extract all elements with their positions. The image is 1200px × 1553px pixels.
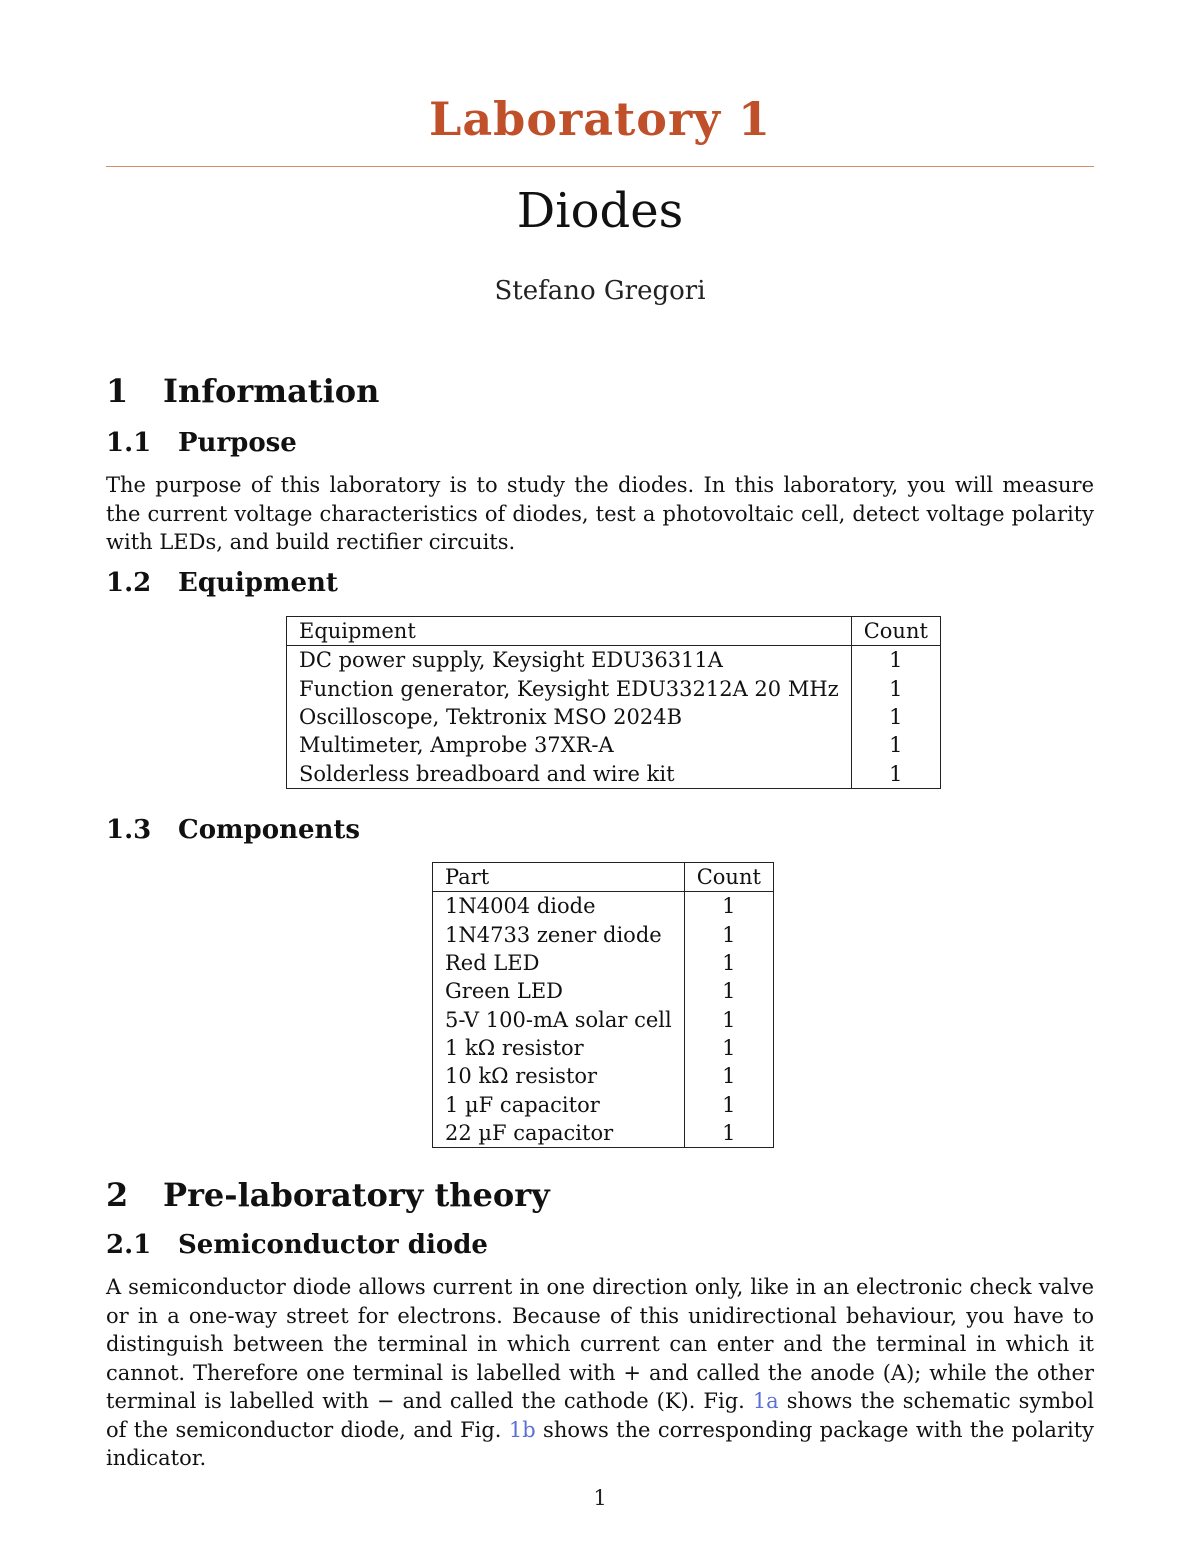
title-rule	[106, 166, 1094, 167]
table-row	[433, 1090, 774, 1118]
part-count: 1	[684, 1119, 773, 1148]
subsection-number: 1.3	[106, 815, 152, 845]
part-name: Green LED	[433, 977, 685, 1005]
semiconductor-diode-paragraph	[106, 1273, 1094, 1473]
table-row	[287, 675, 941, 703]
equipment-count: 1	[851, 675, 940, 703]
paragraph-text: shows the corresponding package with the polarity indicator.	[106, 1417, 1094, 1470]
author-name: Stefano Gregori	[494, 276, 706, 306]
figure-ref-link[interactable]: 1b	[508, 1417, 536, 1442]
section-heading-pre-laboratory-theory	[106, 1176, 550, 1214]
table-row	[433, 1062, 774, 1090]
equipment-count: 1	[851, 759, 940, 788]
table-header-row	[287, 617, 941, 646]
equipment-table	[286, 616, 941, 789]
part-count: 1	[684, 921, 773, 949]
equipment-name: DC power supply, Keysight EDU36311A	[287, 646, 852, 675]
part-name: 1N4004 diode	[433, 892, 685, 921]
equipment-name: Solderless breadboard and wire kit	[287, 759, 852, 788]
part-count: 1	[684, 1062, 773, 1090]
part-count: 1	[684, 892, 773, 921]
section-title: Information	[163, 372, 380, 410]
subsection-title: Purpose	[178, 428, 297, 458]
equipment-name: Multimeter, Amprobe 37XR-A	[287, 731, 852, 759]
table-row	[287, 646, 941, 675]
equipment-count: 1	[851, 731, 940, 759]
table-row	[287, 731, 941, 759]
subsection-title: Equipment	[178, 568, 338, 598]
paragraph-text: A semiconductor diode allows current in one direction only, like in an electronic check valve or in a one-way street for electrons. Because of this unidirectional behaviour, you have to distinguish between the terminal in which current can enter and the terminal in which it cannot. Therefore one terminal is labelled with + and called the anode (A); while the other terminal is labelled with − and called the cathode (K). Fig.	[106, 1275, 1094, 1413]
header-part: Part	[433, 863, 685, 892]
part-name: 22 µF capacitor	[433, 1119, 685, 1148]
header-equipment: Equipment	[287, 617, 852, 646]
subsection-number: 1.1	[106, 428, 152, 458]
components-table	[432, 862, 774, 1148]
equipment-name: Oscilloscope, Tektronix MSO 2024B	[287, 703, 852, 731]
part-name: 1N4733 zener diode	[433, 921, 685, 949]
subsection-heading-components	[106, 815, 360, 845]
table-row	[433, 1005, 774, 1033]
table-row	[433, 977, 774, 1005]
table-row	[287, 759, 941, 788]
header-count: Count	[684, 863, 773, 892]
equipment-count: 1	[851, 646, 940, 675]
subsection-heading-purpose	[106, 428, 297, 458]
table-row	[433, 1034, 774, 1062]
table-header-row	[433, 863, 774, 892]
document-subtitle: Diodes	[516, 183, 684, 239]
section-heading-information	[106, 372, 379, 410]
figure-ref-link[interactable]: 1a	[752, 1389, 779, 1413]
subsection-title: Components	[178, 815, 361, 845]
equipment-count: 1	[851, 703, 940, 731]
part-name: 5-V 100-mA solar cell	[433, 1005, 685, 1033]
section-number: 2	[106, 1176, 129, 1214]
subsection-heading-semiconductor-diode	[106, 1230, 488, 1260]
part-name: 1 kΩ resistor	[433, 1034, 685, 1062]
table-row	[287, 703, 941, 731]
lab-title: Laboratory 1	[429, 92, 771, 146]
part-count: 1	[684, 977, 773, 1005]
part-count: 1	[684, 1005, 773, 1033]
subsection-number: 1.2	[106, 568, 152, 598]
part-name: 1 µF capacitor	[433, 1090, 685, 1118]
table-row	[433, 949, 774, 977]
subsection-number: 2.1	[106, 1230, 152, 1260]
part-count: 1	[684, 1090, 773, 1118]
section-number: 1	[106, 372, 129, 410]
subsection-heading-equipment	[106, 568, 338, 598]
part-name: Red LED	[433, 949, 685, 977]
part-name: 10 kΩ resistor	[433, 1062, 685, 1090]
table-row	[433, 1119, 774, 1148]
part-count: 1	[684, 949, 773, 977]
table-row	[433, 892, 774, 921]
purpose-paragraph: The purpose of this laboratory is to study the diodes. In this laboratory, you will measure the current voltage characteristics of diodes, test a photovoltaic cell, detect voltage polarity with LEDs, and build rectifier circuits.	[106, 473, 1094, 554]
equipment-name: Function generator, Keysight EDU33212A 20 MHz	[287, 675, 852, 703]
table-row	[433, 921, 774, 949]
section-title: Pre-laboratory theory	[163, 1176, 550, 1214]
header-count: Count	[851, 617, 940, 646]
page-number: 1	[593, 1486, 607, 1510]
part-count: 1	[684, 1034, 773, 1062]
paragraph-text: shows the schematic symbol of the semiconductor diode, and Fig.	[106, 1389, 1094, 1442]
subsection-title: Semiconductor diode	[178, 1230, 488, 1260]
